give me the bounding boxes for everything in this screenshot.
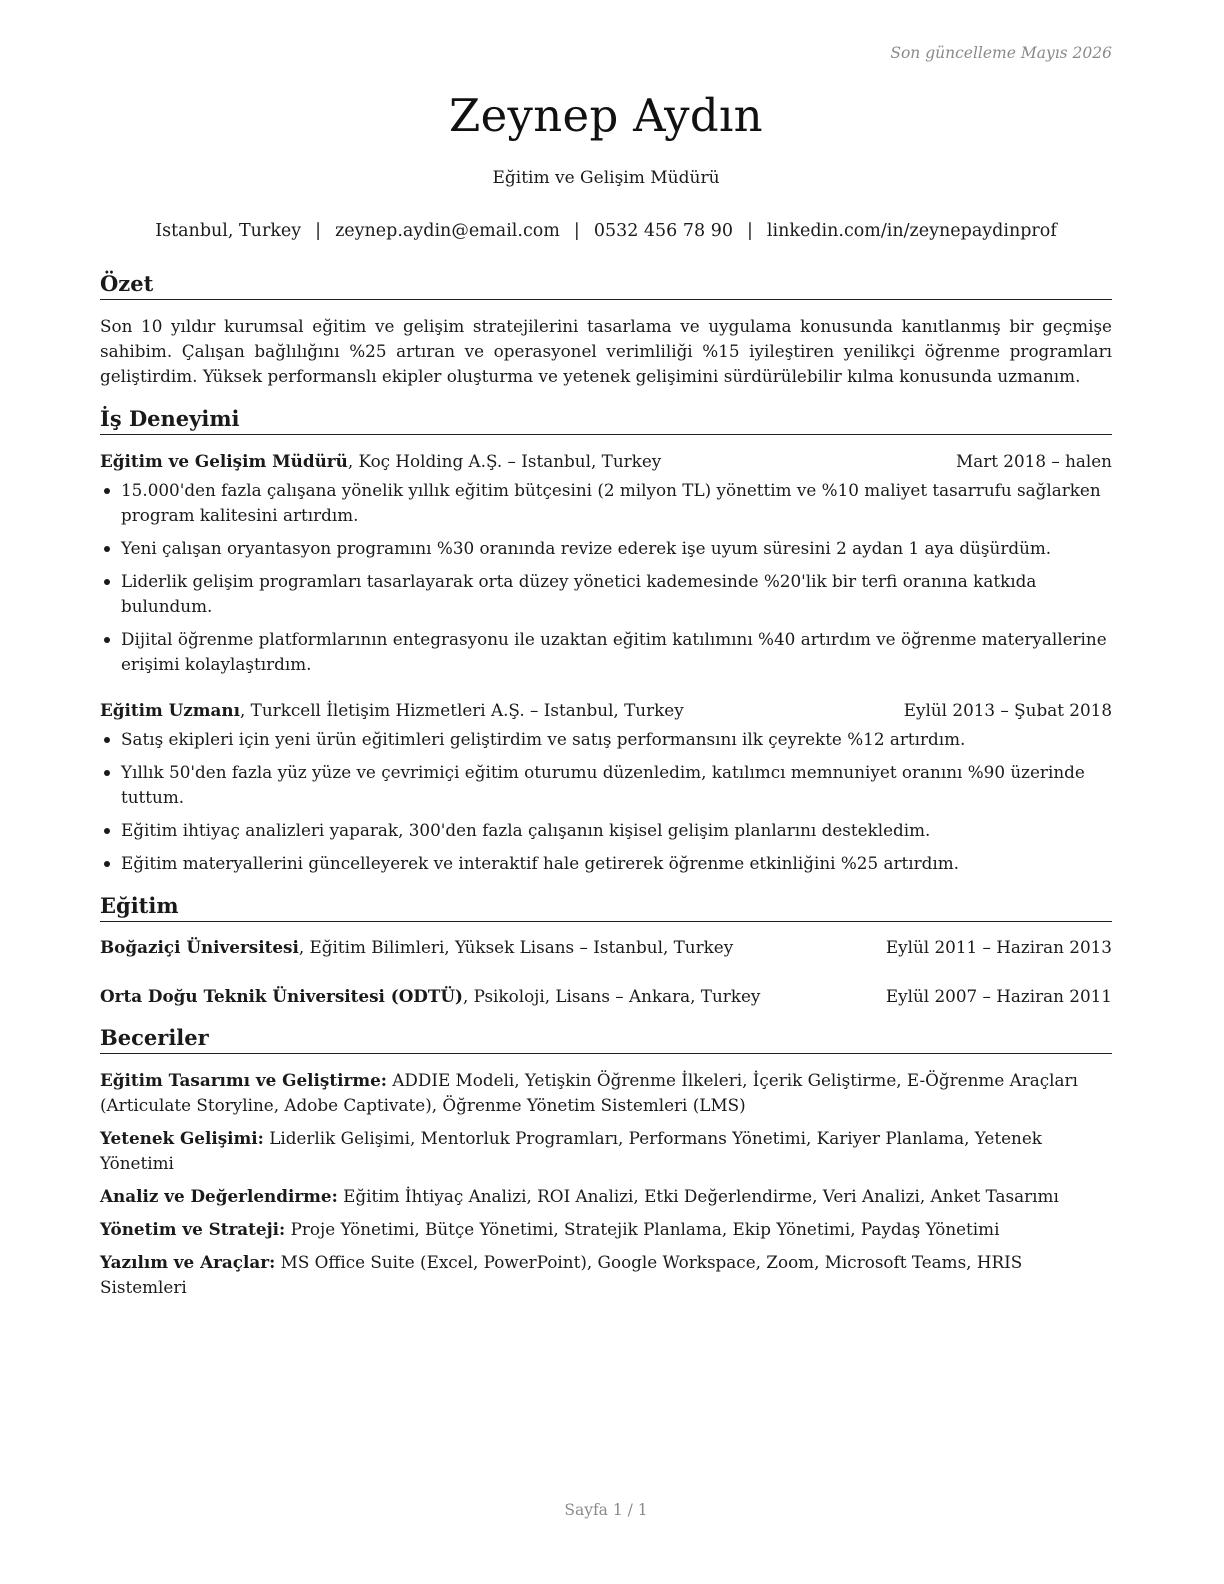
job-entry <box>100 698 1112 876</box>
job-role: Eğitim ve Gelişim Müdürü <box>100 451 348 471</box>
contact-phone[interactable]: 0532 456 78 90 <box>593 221 733 241</box>
job-bullet: Yeni çalışan oryantasyon programını %30 oranında revize ederek işe uyum süresini 2 aydan 1 aya düşürdüm. <box>100 536 1112 561</box>
skill-value: ADDIE Modeli, Yetişkin Öğrenme İlkeleri, İçerik Geliştirme, E-Öğrenme Araçları (Articulate Storyline, Adobe Captivate), Öğrenme Yönetim Sistemleri (LMS) <box>100 1070 1078 1115</box>
education-school: Boğaziçi Üniversitesi <box>100 937 299 957</box>
job-dates: Eylül 2013 – Şubat 2018 <box>903 700 1112 720</box>
skills-section <box>100 1025 1112 1308</box>
skill-label: Analiz ve Değerlendirme: <box>100 1186 338 1206</box>
job-bullet: Satış ekipleri için yeni ürün eğitimleri geliştirdim ve satış performansını ilk çeyrekte %12 artırdım. <box>100 727 1112 752</box>
job-bullets <box>100 478 1112 677</box>
job-role: Eğitim Uzmanı <box>100 700 240 720</box>
section-title-summary: Özet <box>100 271 1112 300</box>
education-title-line <box>100 984 760 1008</box>
job-entry <box>100 449 1112 677</box>
summary-text: Son 10 yıldır kurumsal eğitim ve gelişim stratejilerini tasarlama ve uygulama konusunda kanıtlanmış bir geçmişe sahibim. Çalışan bağlılığını %25 artıran ve operasyonel verimliliği %15 iyileştiren yenilikçi öğrenme programları geliştirdim. Yüksek performanslı ekipler oluşturma ve yetenek gelişimini sürdürülebilir kılma konusunda uzmanım. <box>100 316 1112 386</box>
job-bullet: Dijital öğrenme platformlarının entegrasyonu ile uzaktan eğitim katılımını %40 artırdım ve öğrenme materyallerine erişimi kolaylaştırdım. <box>100 627 1112 677</box>
education-detail: , Eğitim Bilimleri, Yüksek Lisans – Istanbul, Turkey <box>298 937 734 957</box>
candidate-headline: Eğitim ve Gelişim Müdürü <box>492 168 720 188</box>
education-detail: , Psikoloji, Lisans – Ankara, Turkey <box>462 986 761 1006</box>
job-bullets <box>100 727 1112 876</box>
education-entry <box>100 984 1112 1008</box>
education-dates: Eylül 2007 – Haziran 2011 <box>885 986 1112 1006</box>
section-title-skills: Beceriler <box>100 1025 1112 1054</box>
job-bullet: Eğitim ihtiyaç analizleri yaparak, 300'den fazla çalışanın kişisel gelişim planlarını destekledim. <box>100 818 1112 843</box>
contact-email[interactable]: zeynep.aydin@email.com <box>335 221 560 241</box>
contact-linkedin[interactable]: linkedin.com/in/zeynepaydinprof <box>766 221 1057 241</box>
job-bullet: Liderlik gelişim programları tasarlayarak orta düzey yönetici kademesinde %20'lik bir terfi oranına katkıda bulundum. <box>100 569 1112 619</box>
job-header <box>100 698 1112 722</box>
skill-label: Yazılım ve Araçlar: <box>100 1252 276 1272</box>
skill-value: Liderlik Gelişimi, Mentorluk Programları, Performans Yönetimi, Kariyer Planlama, Yetenek Yönetimi <box>100 1128 1042 1173</box>
job-title-line <box>100 698 684 722</box>
job-company: , Turkcell İletişim Hizmetleri A.Ş. – Istanbul, Turkey <box>240 700 684 720</box>
section-title-education: Eğitim <box>100 893 1112 922</box>
job-header <box>100 449 1112 473</box>
skill-value: Proje Yönetimi, Bütçe Yönetimi, Stratejik Planlama, Ekip Yönetimi, Paydaş Yönetimi <box>285 1219 1000 1239</box>
contact-location: Istanbul, Turkey <box>155 221 302 241</box>
education-entry <box>100 935 1112 959</box>
page-number: Sayfa 1 / 1 <box>564 1501 648 1519</box>
candidate-name: Zeynep Aydın <box>449 89 763 142</box>
skill-label: Yetenek Gelişimi: <box>100 1128 264 1148</box>
job-bullet: Eğitim materyallerini güncelleyerek ve interaktif hale getirerek öğrenme etkinliğini %25 artırdım. <box>100 851 1112 876</box>
contact-separator: | <box>315 221 322 241</box>
skill-row <box>100 1250 1112 1300</box>
skill-label: Eğitim Tasarımı ve Geliştirme: <box>100 1070 387 1090</box>
resume-page <box>100 0 1112 1584</box>
last-updated-note: Son güncelleme Mayıs 2026 <box>890 44 1112 62</box>
skill-value: MS Office Suite (Excel, PowerPoint), Google Workspace, Zoom, Microsoft Teams, HRIS Sistemleri <box>100 1252 1023 1297</box>
job-company: , Koç Holding A.Ş. – Istanbul, Turkey <box>347 451 662 471</box>
education-school: Orta Doğu Teknik Üniversitesi (ODTÜ) <box>100 986 463 1006</box>
skill-value: Eğitim İhtiyaç Analizi, ROI Analizi, Etki Değerlendirme, Veri Analizi, Anket Tasarımı <box>337 1186 1059 1206</box>
contact-separator: | <box>573 221 580 241</box>
skill-row <box>100 1184 1112 1209</box>
job-dates: Mart 2018 – halen <box>956 451 1112 471</box>
section-title-experience: İş Deneyimi <box>100 406 1112 435</box>
education-title-line <box>100 935 733 959</box>
experience-section <box>100 406 1112 884</box>
skills-list <box>100 1068 1112 1300</box>
skill-label: Yönetim ve Strateji: <box>100 1219 286 1239</box>
skill-row <box>100 1217 1112 1242</box>
job-bullet: 15.000'den fazla çalışana yönelik yıllık eğitim bütçesini (2 milyon TL) yönettim ve %10 maliyet tasarrufu sağlarken program kalitesini artırdım. <box>100 478 1112 528</box>
contact-separator: | <box>746 221 753 241</box>
contact-line <box>100 219 1112 243</box>
skill-row <box>100 1126 1112 1176</box>
job-bullet: Yıllık 50'den fazla yüz yüze ve çevrimiçi eğitim oturumu düzenledim, katılımcı memnuniyet oranını %90 üzerinde tuttum. <box>100 760 1112 810</box>
education-dates: Eylül 2011 – Haziran 2013 <box>885 937 1112 957</box>
job-title-line <box>100 449 661 473</box>
skill-row <box>100 1068 1112 1118</box>
summary-section <box>100 271 1112 389</box>
education-section <box>100 893 1112 1008</box>
